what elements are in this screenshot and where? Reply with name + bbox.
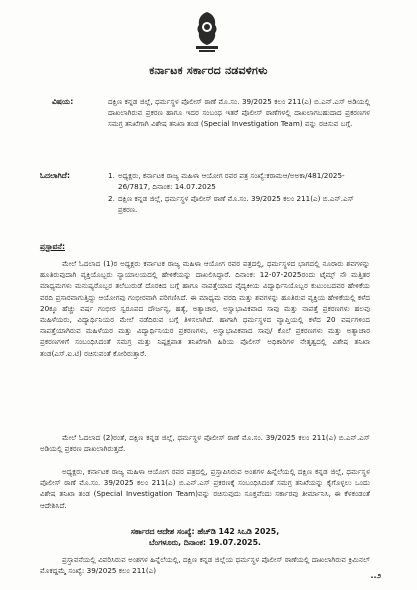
- preamble-paragraph-1: ಮೇಲೆ ಓದಲಾದ (1)ರ ಅಧ್ಯಕ್ಷರು ಕರ್ನಾಟಕ ರಾಜ್ಯ ಮಹಿಳಾ ಆಯೋಗ ರವರ ಪತ್ರದಲ್ಲಿ, ಧರ್ಮಸ್ಥಳದ ಭಾಗದಲ್ಲಿ ನೂರಾರು ಶವಗಳನ್ನು ಹೂತಿರುವುದಾಗಿ ವ್ಯಕ್ತಿಯೊಬ್ಬರು ನ್ಯಾಯಾಲಯದಲ್ಲಿ ಹೇಳಿಕೆಯನ್ನು ದಾಖಲಿಸಿದ್ದಾರೆ. ದಿನಾಂಕ: 12-07-2025ರಂದು ಟೈಮ್ಸ್ ನೌ ಮತ್ತಿತರ ಮಾಧ್ಯಮಗಳು ಮನುಷ್ಯರೊಬ್ಬರ ತಲೆಬುರುಡೆ ದೊರಕಿದ ಬಗ್ಗೆ ಹಾಗೂ ನಾಪತ್ತೆಯಾದ ವೈದ್ಯಕೀಯ ವಿದ್ಯಾರ್ಥಿನಿಯೊಬ್ಬರ ಕುಟುಂಬದವರ ಹೇಳಿಕೆಯ ವರದಿ ಪ್ರಸಾರವಾಗುತ್ತಿದ್ದು ಆಯೋಗವು ಗಂಭೀರವಾಗಿ ಪರಿಗಣಿಸಿದೆ. ಈ ಮಾಧ್ಯಮ ವರದಿ ಮತ್ತು ಶವಗಳನ್ನು ಹೂತಿರುವ ವ್ಯಕ್ತಿಯ ಹೇಳಿಕೆಯಲ್ಲಿ ಕಳೆದ 20ಕ್ಕೂ ಹೆಚ್ಚು ವರ್ಷ ಗಂಭೀರ ಸ್ವರೂಪದ ದೌರ್ಜನ್ಯ, ಹತ್ಯೆ, ಅತ್ಯಾಚಾರ, ಅಸ್ವಾಭಾವಿಕವಾದ ಸಾವು ಮತ್ತು ನಾಪತ್ತೆ ಪ್ರಕರಣಗಳು ಹಲವು ಮಹಿಳೆಯರು, ವಿದ್ಯಾರ್ಥಿನಿಯರ ಮೇಲೆ ನಡೆದಿರುವ ಬಗ್ಗೆ ತಿಳಿಸಲಾಗಿದೆ. ಹಾಗಾಗಿ ಧರ್ಮಸ್ಥಳದ ವ್ಯಾಪ್ತಿಯಲ್ಲಿ ಕಳೆದ 20 ವರ್ಷಗಳಿಂದ ನಾಪತ್ತೆಯಾಗಿರುವ ಮಹಿಳೆಯರ ಮತ್ತು ವಿದ್ಯಾರ್ಥಿನಿಯರ ಪ್ರಕರಣಗಳು, ಅಸ್ವಾಭಾವಿಕವಾದ ಸಾವು/ ಕೊಲೆ ಪ್ರಕರಣಗಳು ಮತ್ತು ಅತ್ಯಾಚಾರ ಪ್ರಕರಣಗಳಿಗೆ ಸಂಬಂಧಿಸಿದಂತೆ ಸಮಗ್ರ ಮತ್ತು ನಿಷ್ಪಕ್ಷಪಾತ ತನಿಖೆಗಾಗಿ ಹಿರಿಯ ಪೊಲೀಸ್ ಅಧಿಕಾರಿಗಳ ನೇತೃತ್ವದಲ್ಲಿ ವಿಶೇಷ ತನಿಖಾ ತಂಡ(ಎಸ್.ಐ.ಟಿ) ರಚಿಸುವಂತೆ ಕೋರಿರುತ್ತಾರೆ.: [40, 259, 370, 358]
- page-number: ..೨: [370, 571, 381, 580]
- order-date-line: ಬೆಂಗಳೂರು, ದಿನಾಂಕ: 19.07.2025.: [148, 538, 261, 548]
- order-number-heading: [40, 526, 370, 548]
- preamble-label: ಪ್ರಸ್ತಾವನೆ:: [40, 242, 65, 251]
- state-emblem-icon: [190, 10, 224, 54]
- preamble-paragraph-2: ಮೇಲೆ ಓದಲಾದ (2)ರಂತೆ, ದಕ್ಷಿಣ ಕನ್ನಡ ಜಿಲ್ಲೆ, ಧರ್ಮಸ್ಥಳ ಪೊಲೀಸ್ ಠಾಣೆ ಮೊ.ಸಂ. 39/2025 ಕಲಂ 211(ಎ) ಬಿ.ಎನ್.ಎಸ್ ಅಡಿಯಲ್ಲಿ ಪ್ರಕರಣ ದಾಖಲಾಗಿರುತ್ತದೆ.: [40, 433, 370, 454]
- reference-item: [108, 193, 370, 215]
- subject-label: ವಿಷಯ:: [52, 97, 74, 106]
- subject-text: ದಕ್ಷಿಣ ಕನ್ನಡ ಜಿಲ್ಲೆ, ಧರ್ಮಸ್ಥಳ ಪೊಲೀಸ್ ಠಾಣೆ ಮೊ.ಸಂ. 39/2025 ಕಲಂ 211(ಎ) ಬಿ.ಎನ್.ಎಸ್ ಅಡಿಯಲ್ಲಿ ದಾಖಲಾಗಿರುವ ಪ್ರಕರಣ ಹಾಗೂ ಇದರ ಸಂಬಂಧ ಇತರೆ ಪೊಲೀಸ್ ಠಾಣೆಗಳಲ್ಲಿ ದಾಖಲಾಗಬಹುದಾದ ಪ್ರಕರಣಗಳ ಸಮಗ್ರ ತನಿಖೆಗಾಗಿ ವಿಶೇಷ ತನಿಖಾ ತಂಡ (Special Investigation Team) ವನ್ನು ರಚಿಸುವ ಬಗ್ಗೆ.: [108, 97, 370, 129]
- reference-text: ಅಧ್ಯಕ್ಷರು, ಕರ್ನಾಟಕ ರಾಜ್ಯ ಮಹಿಳಾ ಆಯೋಗ ರವರ ಪತ್ರ ಸಂಖ್ಯೆ:ಕರಾಮಆ/ಅಅಕಾ/481/2025-26/7817, ದಿನಾಂಕ: 14.07.2025: [118, 171, 345, 192]
- reference-item: [108, 170, 370, 192]
- reference-text: ದಕ್ಷಿಣ ಕನ್ನಡ ಜಿಲ್ಲೆ, ಧರ್ಮಸ್ಥಳ ಪೊಲೀಸ್ ಠಾಣೆ ಮೊ.ಸಂ. 39/2025 ಕಲಂ 211(ಎ) ಬಿ.ಎನ್.ಎಸ್ ಪ್ರಕರಣ.: [118, 194, 354, 215]
- reference-number: 1.: [108, 171, 115, 180]
- order-paragraph: ಪ್ರಸ್ತಾವನೆಯಲ್ಲಿ ವಿವರಿಸಿರುವ ಅಂಶಗಳ ಹಿನ್ನೆಲೆಯಲ್ಲಿ, ದಕ್ಷಿಣ ಕನ್ನಡ ಜಿಲ್ಲೆಯ ಧರ್ಮಸ್ಥಳ ಪೊಲೀಸ್ ಠಾಣೆಯಲ್ಲಿ ದಾಖಲಾಗಿರುವ ಕ್ರಿಮಿನಲ್ ಮೊಕದ್ದಮ್ಮೆ ಸಂಖ್ಯೆ: 39/2025 ಕಲಂ 211(ಎ): [40, 555, 370, 576]
- references-label: ಓದಲಾಗಿದೆ:: [40, 171, 71, 180]
- page-title: ಕರ್ನಾಟಕ ಸರ್ಕಾರದ ನಡವಳಿಗಳು: [149, 64, 268, 77]
- reference-number: 2.: [108, 194, 115, 203]
- preamble-paragraph-3: ಅಧ್ಯಕ್ಷರು, ಕರ್ನಾಟಕ ರಾಜ್ಯ ಮಹಿಳಾ ಆಯೋಗ ರವರ ಪತ್ರದಲ್ಲಿ, ಪ್ರಸ್ತಾಪಿಸಿರುವ ಅಂಶಗಳ ಹಿನ್ನೆಲೆಯಲ್ಲಿ ದಕ್ಷಿಣ ಕನ್ನಡ ಜಿಲ್ಲೆ, ಧರ್ಮಸ್ಥಳ ಪೊಲೀಸ್ ಠಾಣೆ ಮೊ.ಸಂ. 39/2025 ಕಲಂ 211(ಎ) ಬಿ.ಎನ್.ಎಸ್ ಪ್ರಕರಣಕ್ಕೆ ಸಂಬಂಧಿಸಿದಂತೆ ಸಮಗ್ರ ತನಿಖೆಯನ್ನು ಕೈಗೊಳ್ಳಲು ಒಂದು ವಿಶೇಷ ತನಿಖಾ ತಂಡ (Special Investigation Team)ವನ್ನು ರಚಿಸುವುದು ಸೂಕ್ತವೆಂದು ಸರ್ಕಾರವು ತೀರ್ಮಾನಿಸಿ, ಈ ಕೆಳಕಂಡಂತೆ ಆದೇಶಿಸಿದೆ.: [40, 467, 370, 510]
- order-number-line: ಸರ್ಕಾರದ ಆದೇಶ ಸಂಖ್ಯೆ: ಹೆಚ್‌ಡಿ 142 ಸಿಒಡಿ 2025,: [130, 527, 280, 536]
